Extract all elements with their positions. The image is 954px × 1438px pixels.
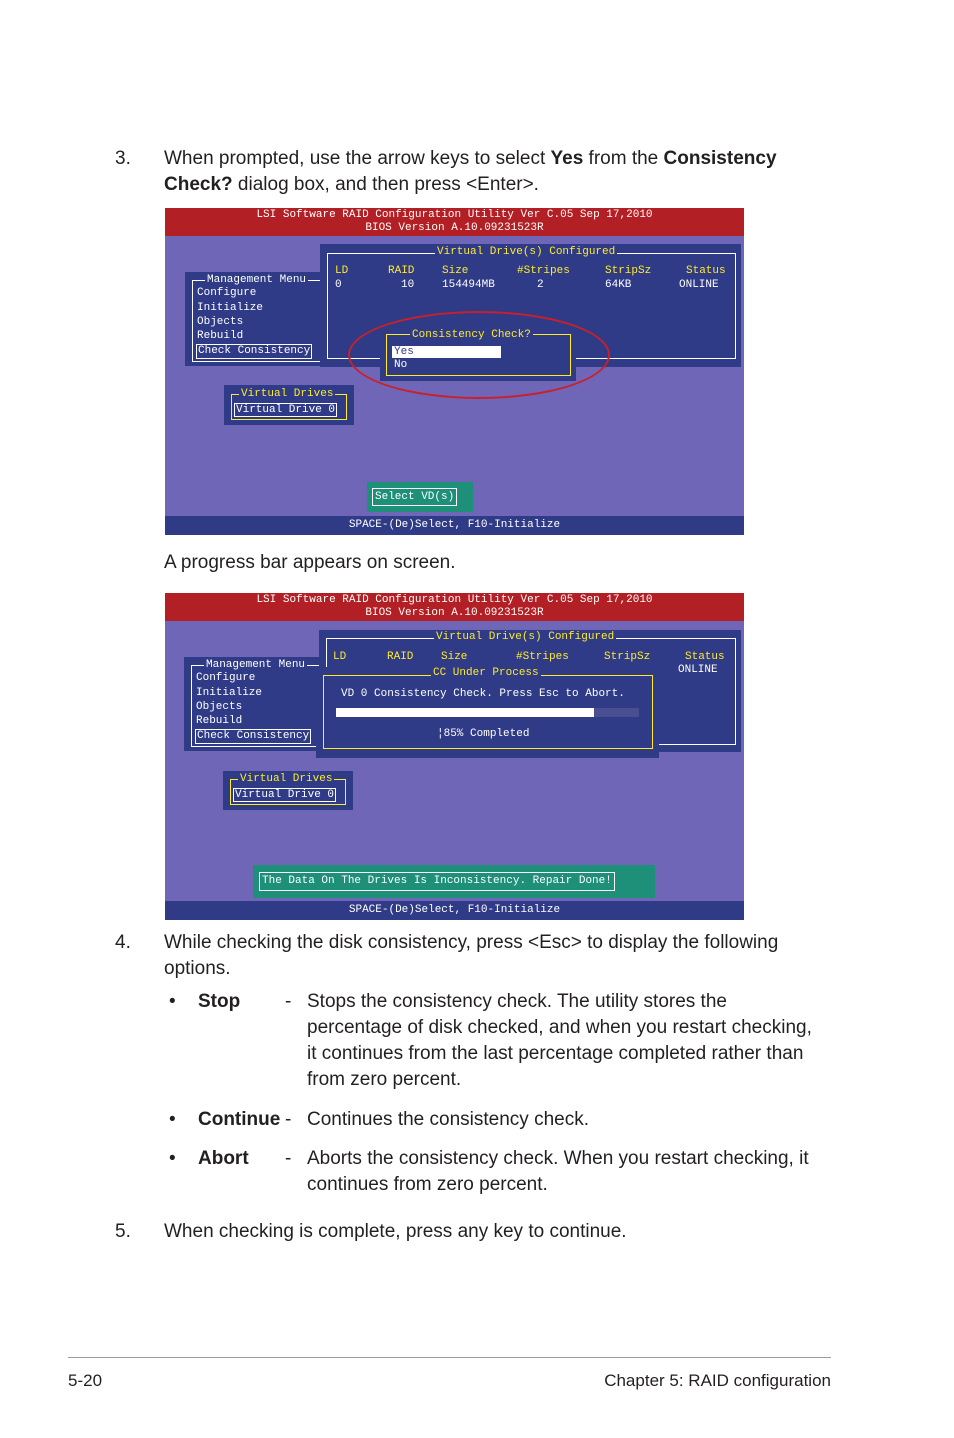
step-3-text-2: from the [583,148,664,169]
bios-version: BIOS Version A.10.09231523R [365,222,544,234]
step-4-number: 4. [115,932,131,953]
progress-note: A progress bar appears on screen. [164,552,456,573]
menu-item-configure-2[interactable]: Configure [196,672,256,684]
col-raid: RAID [388,265,415,277]
cc-dialog-title: CC Under Process [433,667,539,679]
cc-dialog-message: VD 0 Consistency Check. Press Esc to Abort. [341,688,625,700]
continue-dash: - [285,1109,292,1130]
highlight-ring [348,311,610,399]
progress-percent-text: 85% Completed [443,728,530,740]
progress-fill [336,708,594,717]
row-size: 154494MB [442,279,495,291]
footer-rule [68,1357,831,1358]
management-menu-title: Management Menu [207,274,307,286]
menu-item-check-consistency-2[interactable]: Check Consistency [197,730,310,742]
menu-item-initialize[interactable]: Initialize [197,302,264,314]
virtual-drive-0[interactable]: Virtual Drive 0 [236,404,336,416]
abort-term: Abort [198,1148,249,1169]
menu-item-configure[interactable]: Configure [197,287,257,299]
col-stripes: #Stripes [517,265,570,277]
select-vd-label[interactable]: Select VD(s) [372,488,457,506]
row-ld: 0 [335,279,342,291]
step-5-text: When checking is complete, press any key to continue. [164,1221,627,1242]
stop-desc-3: it continues from the last percentage completed rather than [307,1043,804,1064]
step-3-line-1 [164,146,777,172]
bios-header [165,208,744,236]
option-no[interactable]: No [394,359,408,371]
stop-term: Stop [198,991,241,1012]
col-stripsz: StripSz [605,265,652,277]
progress-percent: ¦85% Completed [437,728,530,740]
col-raid-2: RAID [387,651,414,663]
step-4-line-1: While checking the disk consistency, press <Esc> to display the following [164,932,779,953]
bios-header-2 [165,593,744,621]
step-4-line-2: options. [164,958,231,979]
row-stripes: 2 [537,279,544,291]
bullet-abort: • [169,1148,176,1169]
abort-desc-1: Aborts the consistency check. When you restart checking, it [307,1148,809,1169]
bios-screenshot-cc-progress [165,593,744,920]
repair-message: The Data On The Drives Is Inconsistency. Repair Done! [259,872,615,891]
stop-dash: - [285,991,292,1012]
stop-desc-2: percentage of disk checked, and when you restart checking, [307,1017,812,1038]
bios-title-2: LSI Software RAID Configuration Utility Ver C.05 Sep 17,2010 [256,594,653,606]
vd-configured-title: Virtual Drive(s) Configured [437,246,616,258]
menu-item-objects[interactable]: Objects [197,316,244,328]
bios-footer-2: SPACE-(De)Select, F10-Initialize [165,901,744,920]
virtual-drive-0-2[interactable]: Virtual Drive 0 [235,789,335,801]
progress-track [336,708,639,717]
bios-version-2: BIOS Version A.10.09231523R [365,607,544,619]
chapter-title: Chapter 5: RAID configuration [604,1371,831,1390]
row-stripsz: 64KB [605,279,632,291]
col-ld-2: LD [333,651,347,663]
step-3-yes: Yes [550,148,584,169]
col-stripsz-2: StripSz [604,651,651,663]
bios-screenshot-consistency-prompt [165,208,744,535]
menu-item-check-consistency[interactable]: Check Consistency [198,345,311,357]
menu-item-initialize-2[interactable]: Initialize [196,687,263,699]
row-status-2: ONLINE [678,664,718,676]
menu-item-rebuild[interactable]: Rebuild [197,330,244,342]
consistency-dialog-title: Consistency Check? [412,329,531,341]
virtual-drives-title: Virtual Drives [241,388,334,400]
col-stripes-2: #Stripes [516,651,569,663]
virtual-drives-title-2: Virtual Drives [240,773,333,785]
bullet-continue: • [169,1109,176,1130]
col-size-2: Size [441,651,468,663]
bios-title: LSI Software RAID Configuration Utility Ver C.05 Sep 17,2010 [256,209,653,221]
step-3-number: 3. [115,148,131,169]
page-number: 5-20 [68,1371,103,1390]
step-3-line-2 [164,172,539,198]
bios-footer: SPACE-(De)Select, F10-Initialize [165,516,744,535]
step-5-number: 5. [115,1221,131,1242]
row-raid: 10 [401,279,415,291]
management-menu-title-2: Management Menu [206,659,306,671]
stop-desc-4: from zero percent. [307,1069,462,1090]
menu-item-objects-2[interactable]: Objects [196,701,243,713]
step-3-consistency: Consistency [663,148,777,169]
option-yes[interactable]: Yes [392,346,501,358]
col-ld: LD [335,265,349,277]
col-size: Size [442,265,469,277]
bullet-stop: • [169,991,176,1012]
abort-dash: - [285,1148,292,1169]
step-3-check: Check? [164,174,233,195]
stop-desc-1: Stops the consistency check. The utility stores the [307,991,727,1012]
abort-desc-2: continues from zero percent. [307,1174,548,1195]
menu-item-rebuild-2[interactable]: Rebuild [196,715,243,727]
col-status-2: Status [685,651,725,663]
continue-desc: Continues the consistency check. [307,1109,589,1130]
step-3-text: When prompted, use the arrow keys to select [164,148,551,169]
vd-configured-title-2: Virtual Drive(s) Configured [436,631,615,643]
continue-term: Continue [198,1109,281,1130]
row-status: ONLINE [679,279,719,291]
step-3-text-3: dialog box, and then press <Enter>. [232,174,539,195]
col-status: Status [686,265,726,277]
